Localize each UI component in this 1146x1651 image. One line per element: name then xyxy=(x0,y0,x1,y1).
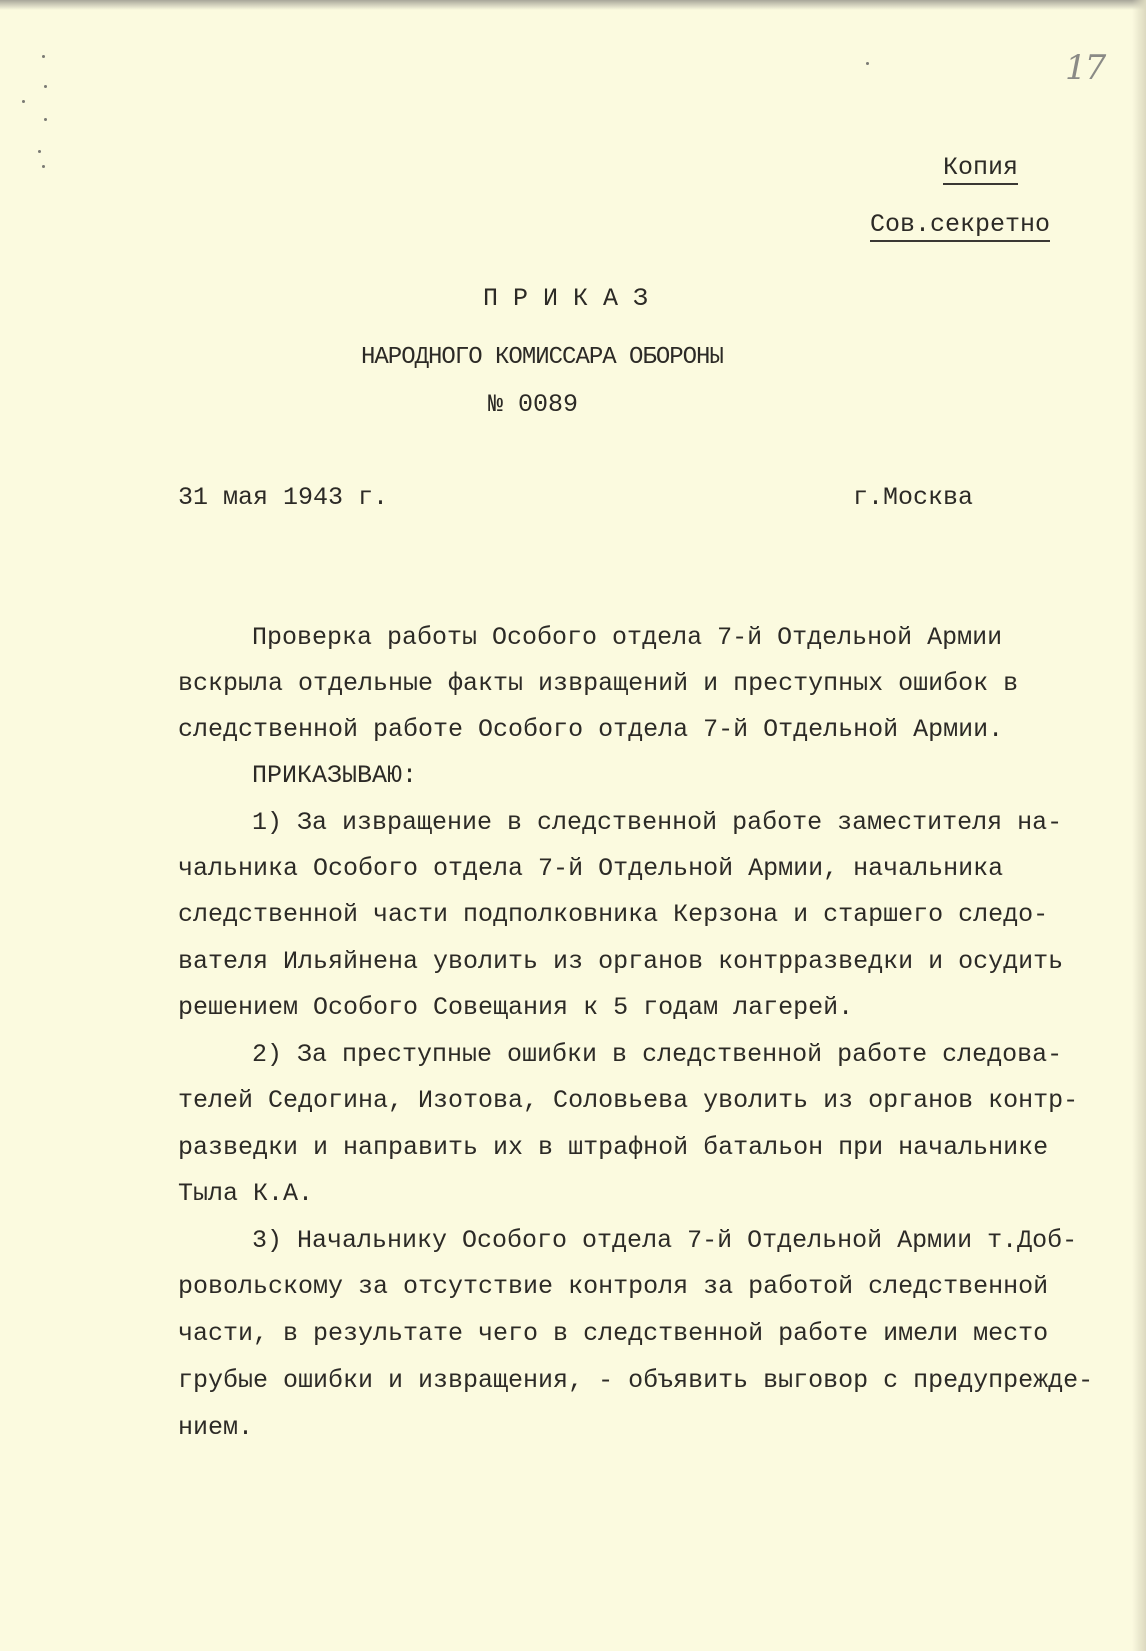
margin-mark xyxy=(866,62,869,65)
body-line: чальника Особого отдела 7-й Отдельной Армии, начальника xyxy=(178,854,1004,883)
document-number: № 0089 xyxy=(488,390,579,419)
copy-mark: Копия xyxy=(943,153,1018,185)
body-line: ровольскому за отсутствие контроля за работой следственной xyxy=(178,1272,1049,1301)
margin-mark xyxy=(38,150,41,153)
document-title: ПРИКАЗ xyxy=(483,284,664,313)
body-line: решением Особого Совещания к 5 годам лагерей. xyxy=(178,993,854,1022)
body-line: грубые ошибки и извращения, - объявить выговор с предупрежде- xyxy=(178,1366,1094,1395)
margin-mark xyxy=(22,100,25,103)
body-line: следственной работе Особого отдела 7-й Отдельной Армии. xyxy=(178,715,1004,744)
body-line: части, в результате чего в следственной работе имели место xyxy=(178,1319,1049,1348)
body-line: 2) За преступные ошибки в следственной работе следова- xyxy=(252,1040,1063,1069)
body-line: вателя Ильяйнена уволить из органов контрразведки и осудить xyxy=(178,947,1064,976)
body-line: следственной части подполковника Керзона и старшего следо- xyxy=(178,900,1049,929)
body-line: телей Седогина, Изотова, Соловьева уволить из органов контр- xyxy=(178,1086,1079,1115)
page-right-edge xyxy=(1132,0,1146,1651)
document-date: 31 мая 1943 г. xyxy=(178,483,389,512)
margin-mark xyxy=(44,85,47,88)
page-top-edge xyxy=(0,0,1146,10)
margin-mark xyxy=(42,55,45,58)
document-place: г.Москва xyxy=(853,483,974,512)
secrecy-mark: Сов.секретно xyxy=(870,210,1050,242)
margin-mark xyxy=(44,118,47,121)
margin-mark xyxy=(42,165,45,168)
body-line: вскрыла отдельные факты извращений и преступных ошибок в xyxy=(178,669,1019,698)
body-line: Проверка работы Особого отдела 7-й Отдельной Армии xyxy=(252,623,1003,652)
body-line: ПРИКАЗЫВАЮ: xyxy=(252,761,418,790)
body-line: разведки и направить их в штрафной батальон при начальнике xyxy=(178,1133,1049,1162)
body-line: Тыла К.А. xyxy=(178,1179,314,1208)
body-line: 3) Начальнику Особого отдела 7-й Отдельной Армии т.Доб- xyxy=(252,1226,1078,1255)
body-line: нием. xyxy=(178,1413,254,1442)
body-line: 1) За извращение в следственной работе заместителя на- xyxy=(252,808,1063,837)
document-issuer: НАРОДНОГО КОМИССАРА ОБОРОНЫ xyxy=(361,344,723,371)
folio-number: 17 xyxy=(1065,48,1105,88)
